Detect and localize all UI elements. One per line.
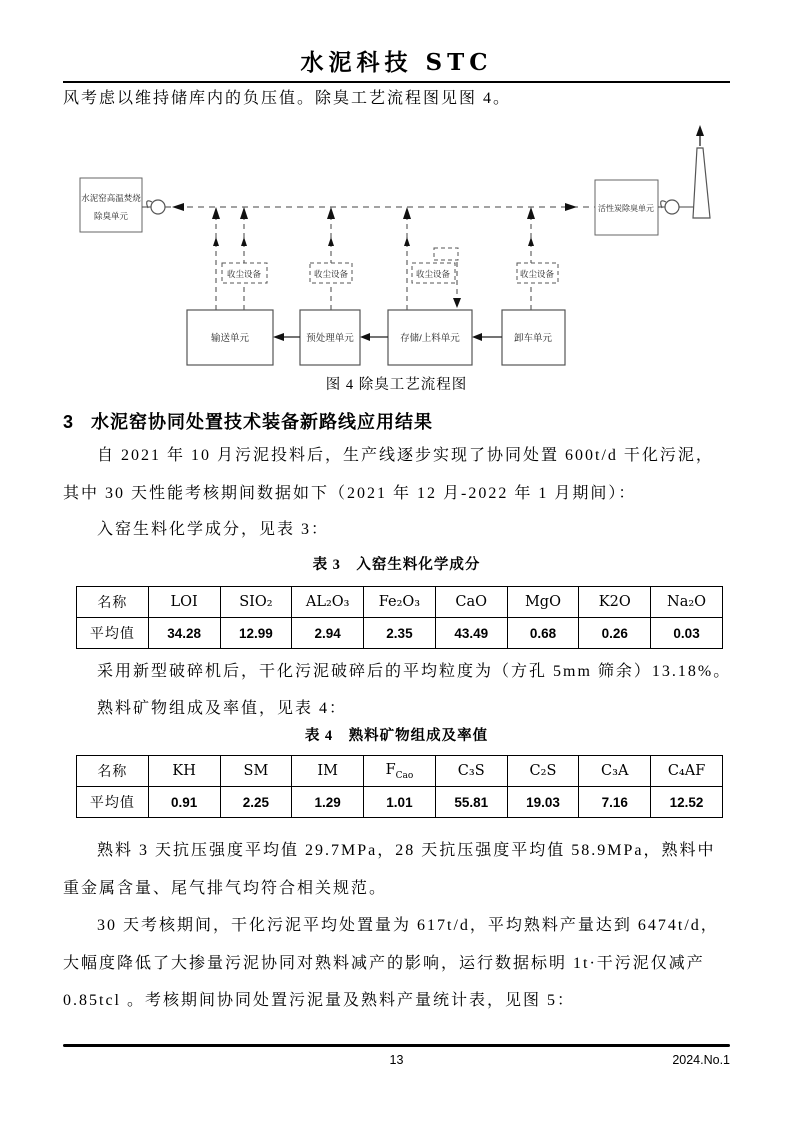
storage-unit-label: 存储/上料单元 bbox=[400, 333, 460, 344]
table-cell: 43.49 bbox=[435, 618, 507, 649]
kiln-unit-box bbox=[80, 178, 142, 232]
table-cell: 2.94 bbox=[292, 618, 364, 649]
table-cell: 0.91 bbox=[148, 787, 220, 818]
column-header: SIO₂ bbox=[220, 587, 292, 618]
section-title: 水泥窑协同处置技术装备新路线应用结果 bbox=[91, 412, 434, 432]
column-header: K2O bbox=[579, 587, 651, 618]
row-label: 平均值 bbox=[77, 618, 149, 649]
table-cell: 19.03 bbox=[507, 787, 579, 818]
body-line: 0.85tcl 。考核期间协同处置污泥量及熟料产量统计表，见图 5： bbox=[63, 992, 575, 1009]
issue-label: 2024.No.1 bbox=[672, 1053, 730, 1067]
column-header: LOI bbox=[148, 587, 220, 618]
body-line: 入窑生料化学成分，见表 3： bbox=[97, 521, 330, 538]
dust-collector-label: 收尘设备 bbox=[226, 269, 262, 279]
body-line: 采用新型破碎机后，干化污泥破碎后的平均粒度为（方孔 5mm 筛余）13.18%。 bbox=[97, 663, 732, 680]
section-heading bbox=[63, 407, 743, 437]
body-line: 大幅度降低了大掺量污泥协同对熟料减产的影响，运行数据标明 1t·干污泥仅减产 bbox=[63, 955, 705, 972]
column-header: Fe₂O₃ bbox=[364, 587, 436, 618]
fcao-subscript: Cao bbox=[395, 770, 414, 781]
table-cell: 12.99 bbox=[220, 618, 292, 649]
column-header: IM bbox=[292, 756, 364, 787]
chimney-stack bbox=[693, 148, 710, 218]
column-header: CaO bbox=[435, 587, 507, 618]
unload-unit-label: 卸车单元 bbox=[513, 333, 553, 344]
body-line: 熟料 3 天抗压强度平均值 29.7MPa，28 天抗压强度平均值 58.9MPa，熟料中 bbox=[97, 842, 716, 859]
table-3-header-row bbox=[77, 587, 723, 618]
table-4-header-row bbox=[77, 756, 723, 787]
section-number: 3 bbox=[63, 412, 75, 432]
column-header: SM bbox=[220, 756, 292, 787]
header-rule bbox=[63, 81, 730, 83]
table-4-data-row bbox=[77, 787, 723, 818]
column-header: C₃S bbox=[435, 756, 507, 787]
column-header: MgO bbox=[507, 587, 579, 618]
figure4-caption: 图 4 除臭工艺流程图 bbox=[325, 377, 468, 393]
table-cell: 2.25 bbox=[220, 787, 292, 818]
table-cell: 0.68 bbox=[507, 618, 579, 649]
table-cell: 7.16 bbox=[579, 787, 651, 818]
body-line: 熟料矿物组成及率值，见表 4： bbox=[97, 700, 348, 717]
table-4 bbox=[76, 755, 723, 818]
pretreat-unit-label: 预处理单元 bbox=[306, 333, 354, 344]
column-header: $F_{Cao}$ bbox=[364, 756, 436, 787]
kiln-unit-label-2: 除臭单元 bbox=[93, 211, 129, 221]
body-line: 重金属含量、尾气排气均符合相关规范。 bbox=[63, 880, 388, 897]
convey-unit-label: 输送单元 bbox=[210, 333, 250, 344]
dust-collector-label: 收尘设备 bbox=[415, 269, 451, 279]
aux-dashed-box bbox=[434, 248, 458, 260]
column-header: 名称 bbox=[77, 756, 149, 787]
figure4-diagram bbox=[60, 122, 740, 374]
table-cell: 1.29 bbox=[292, 787, 364, 818]
page-number: 13 bbox=[389, 1053, 404, 1067]
dust-collector-label: 收尘设备 bbox=[313, 269, 349, 279]
dust-collector-label: 收尘设备 bbox=[519, 269, 555, 279]
table-cell: 1.01 bbox=[364, 787, 436, 818]
column-header: C₂S bbox=[507, 756, 579, 787]
column-header: 名称 bbox=[77, 587, 149, 618]
table3-caption: 表 3 入窑生料化学成分 bbox=[312, 557, 481, 573]
column-header: Na₂O bbox=[651, 587, 723, 618]
fan-icon bbox=[151, 200, 165, 214]
figure4-svg bbox=[60, 122, 740, 374]
table-3 bbox=[76, 586, 723, 649]
table-3-data-row bbox=[77, 618, 723, 649]
column-header: AL₂O₃ bbox=[292, 587, 364, 618]
table-cell: 34.28 bbox=[148, 618, 220, 649]
table-cell: 0.26 bbox=[579, 618, 651, 649]
body-line: 自 2021 年 10 月污泥投料后，生产线逐步实现了协同处置 600t/d 干化污泥， bbox=[97, 447, 714, 464]
table-cell: 0.03 bbox=[651, 618, 723, 649]
row-label: 平均值 bbox=[77, 787, 149, 818]
column-header: KH bbox=[148, 756, 220, 787]
dust-collector-boxes bbox=[222, 248, 558, 283]
branch-lines bbox=[216, 212, 531, 310]
table4-caption: 表 4 熟料矿物组成及率值 bbox=[304, 728, 489, 744]
column-header: C₃A bbox=[579, 756, 651, 787]
kiln-unit-label-1: 水泥窑高温焚烧 bbox=[81, 193, 141, 203]
fan-icon bbox=[665, 200, 679, 214]
footer-rule bbox=[63, 1044, 730, 1047]
carbon-unit-label: 活性炭除臭单元 bbox=[598, 204, 654, 213]
journal-title: 水泥科技 STC bbox=[300, 49, 493, 76]
table-cell: 55.81 bbox=[435, 787, 507, 818]
column-header: C₄AF bbox=[651, 756, 723, 787]
table-cell: 2.35 bbox=[364, 618, 436, 649]
body-line: 30 天考核期间，干化污泥平均处置量为 617t/d，平均熟料产量达到 6474t/d， bbox=[97, 917, 719, 934]
intro-line: 风考虑以维持储库内的负压值。除臭工艺流程图见图 4。 bbox=[63, 90, 512, 107]
body-line: 其中 30 天性能考核期间数据如下（2021 年 12 月-2022 年 1 月期间）： bbox=[63, 485, 637, 502]
table-cell: 12.52 bbox=[651, 787, 723, 818]
